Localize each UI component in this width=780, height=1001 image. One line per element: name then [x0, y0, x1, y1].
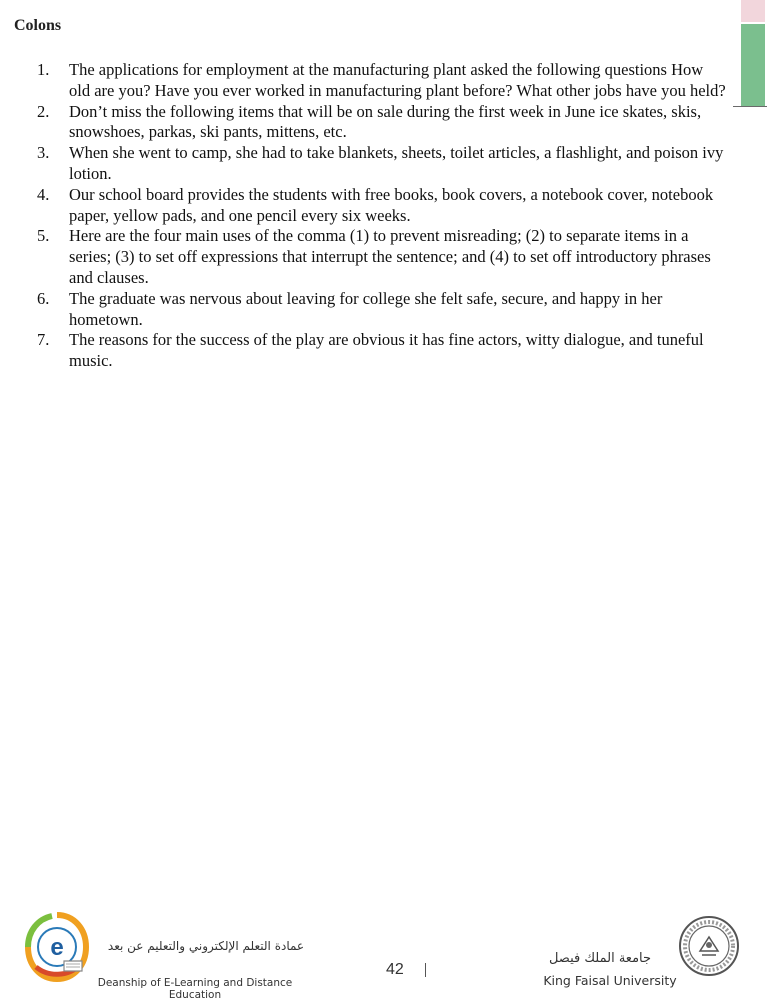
deanship-english: Deanship of E-Learning and Distance Education: [97, 977, 293, 1001]
item-number: 6.: [37, 288, 50, 308]
item-text: The applications for employment at the manufacturing plant asked the following questions How old are you? Have you ever worked in manufacturing plant before? What other jobs have you held?: [69, 60, 726, 100]
item-text: Our school board provides the students with free books, book covers, a notebook cover, notebook paper, yellow pads, and one pencil every six weeks.: [69, 184, 714, 225]
item-number: 1.: [37, 60, 50, 79]
list-item: [37, 226, 727, 288]
e-learning-logo-icon: [24, 911, 90, 983]
list-item: [37, 185, 727, 227]
item-number: 2.: [37, 101, 50, 121]
item-text: When she went to camp, she had to take blankets, sheets, toilet articles, a flashlight, and poison ivy lotion.: [69, 143, 724, 183]
university-seal-icon: [678, 915, 740, 977]
page-number: 42: [386, 961, 404, 978]
item-text: The graduate was nervous about leaving for college she felt safe, secure, and happy in her hometown.: [69, 288, 663, 329]
item-number: 7.: [37, 330, 50, 350]
list-item: [37, 143, 727, 185]
item-text: Here are the four main uses of the comma (1) to prevent misreading; (2) to separate items in a series; (3) to set off expressions that interrupt the sentence; and (4) to set off introductory phrases and clauses.: [69, 226, 711, 287]
list-item: [37, 289, 727, 331]
list-item: [37, 60, 727, 102]
item-number: 3.: [37, 143, 50, 163]
item-number: 5.: [37, 226, 50, 246]
university-english: King Faisal University: [543, 973, 677, 988]
university-arabic: جامعة الملك فيصل: [548, 951, 652, 966]
deanship-arabic: عمادة التعلم الإلكتروني والتعليم عن بعد: [107, 939, 305, 953]
item-text: The reasons for the success of the play are obvious it has fine actors, witty dialogue, and tuneful music.: [69, 330, 704, 371]
list-item: [37, 102, 727, 144]
decorative-divider: [733, 106, 767, 107]
page-separator: [425, 963, 426, 977]
item-number: 4.: [37, 184, 50, 204]
decorative-green-bar: [741, 24, 765, 106]
svg-text:e: e: [50, 934, 64, 961]
exercise-list: [37, 60, 727, 372]
list-item: [37, 330, 727, 372]
decorative-pink-bar: [741, 0, 765, 22]
slide-title: Colons: [14, 17, 62, 34]
footer: [0, 455, 780, 1001]
item-text: Don’t miss the following items that will be on sale during the first week in June ice skates, skis, snowshoes, parkas, ski pants, mittens, etc.: [69, 101, 702, 142]
